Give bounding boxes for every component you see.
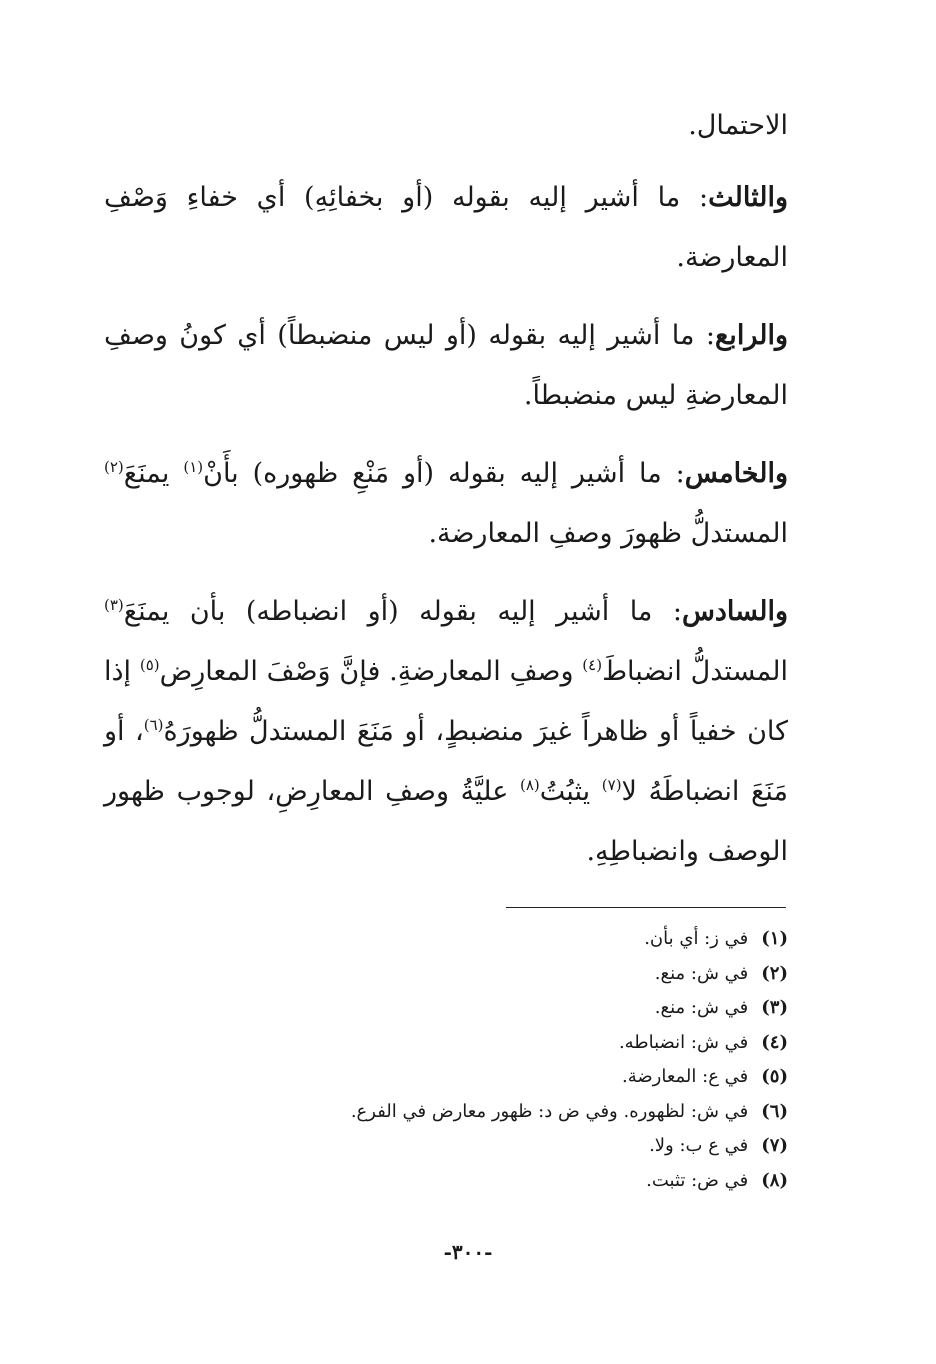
paragraph-text: يمنَعَ	[123, 458, 184, 489]
paragraph-text: : ما أشير إليه بقوله (أو مَنْعِ ظهوره) بأَنْ	[203, 458, 685, 489]
paragraph-sixth	[104, 582, 788, 882]
paragraph-text: : ما أشير إليه بقوله (أو بخفائِهِ) أي خفاءِ وَصْفِ المعارضة.	[104, 182, 788, 273]
footnote-number: (٧)	[761, 1135, 788, 1156]
footnote-item	[300, 1164, 788, 1199]
paragraph-heading: والرابع	[714, 320, 788, 351]
footnote-marker[interactable]: (٧)	[601, 776, 622, 794]
footnote-number: (٤)	[761, 1031, 788, 1053]
footnote-number: (٦)	[761, 1100, 788, 1122]
paragraph-heading: والخامس	[684, 458, 788, 489]
footnote-text: في ز: أي بأن.	[644, 928, 749, 949]
paragraph-heading: والسادس	[681, 596, 788, 627]
paragraph-text: عليَّةُ وصفِ المعارِضِ، لوجوب ظهور الوصف وانضباطِهِ.	[104, 776, 788, 867]
paragraph-text: الاحتمال.	[688, 110, 788, 141]
paragraph-text: : ما أشير إليه بقوله (أو انضباطه) بأن يمنَعَ	[123, 596, 682, 627]
paragraph-third	[104, 168, 788, 288]
footnote-item	[300, 1129, 788, 1164]
paragraph-heading: والثالث	[708, 182, 788, 213]
footnote-item	[300, 1095, 788, 1130]
footnote-number: (٢)	[761, 962, 788, 984]
footnote-text: في ض: تثبت.	[646, 1169, 749, 1191]
footnote-text: في ع: المعارضة.	[622, 1066, 749, 1087]
paragraph-fifth	[104, 444, 788, 564]
footnote-marker[interactable]: (١)	[183, 458, 204, 476]
paragraph-text: إذا كان خفياً أو ظاهراً غيرَ منضبطٍ، أو مَنَعَ المستدلُّ ظهورَهُ	[104, 656, 788, 747]
footnote-item	[300, 957, 788, 992]
footnote-number: (١)	[761, 928, 788, 949]
footnote-number: (٥)	[761, 1066, 788, 1087]
footnote-text: في ش: منع.	[654, 997, 749, 1018]
paragraph-text: ، أو مَنَعَ انضباطَهُ لا	[104, 716, 789, 807]
paragraph-text: وصفِ المعارضةِ. فإنَّ وَصْفَ المعارِض	[159, 656, 583, 687]
footnote-marker[interactable]: (٢)	[104, 458, 124, 476]
footnote-separator	[506, 907, 786, 908]
footnote-number: (٨)	[761, 1169, 788, 1191]
footnote-text: في ش: منع.	[654, 962, 749, 984]
footnote-item	[300, 1026, 788, 1061]
footnote-marker[interactable]: (٨)	[520, 776, 540, 794]
footnote-item	[300, 1060, 788, 1095]
paragraph-text: المستدلُّ ظهورَ وصفِ المعارضة.	[428, 518, 788, 549]
paragraph-text: المستدلُّ انضباطَ	[602, 656, 788, 687]
footnotes	[300, 922, 788, 1198]
footnote-marker[interactable]: (٦)	[143, 716, 164, 734]
footnote-number: (٣)	[761, 997, 788, 1018]
footnote-text: في ش: لظهوره. وفي ض د: ظهور معارض في الفرع.	[350, 1100, 749, 1122]
footnote-item	[300, 922, 788, 957]
page-number: -٣٠٠-	[443, 1240, 493, 1264]
main-text	[104, 96, 788, 900]
footnote-item	[300, 991, 788, 1026]
footnote-text: في ش: انضباطه.	[618, 1031, 749, 1053]
footnote-text: في ع ب: ولا.	[649, 1135, 749, 1156]
footnote-marker[interactable]: (٥)	[139, 656, 160, 674]
paragraph-text: يثبُتُ	[539, 776, 602, 807]
footnote-marker[interactable]: (٤)	[582, 656, 603, 674]
paragraph-fourth	[104, 306, 788, 426]
footnote-marker[interactable]: (٣)	[104, 596, 124, 614]
paragraph-text: : ما أشير إليه بقوله (أو ليس منضبطاً) أي كونُ وصفِ المعارضةِ ليس منضبطاً.	[104, 320, 788, 411]
paragraph-continuation	[104, 96, 788, 156]
